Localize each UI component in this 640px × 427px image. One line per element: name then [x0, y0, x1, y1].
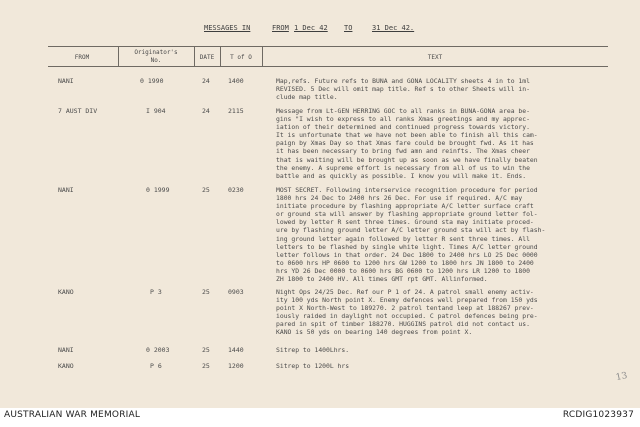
row-1-text: Map,refs. Future refs to BUNA and GONA LOCALITY sheets 4 in to 1ml REVISED. 5 Dec will omit map title. Ref s to other Sheets will in- clude map title.: [276, 77, 530, 102]
row-4-originator: P 3: [150, 288, 162, 296]
header-from-label: FROM: [272, 24, 289, 32]
row-3-time: 0230: [228, 186, 244, 194]
row-2-text: Message from Lt-GEN HERRING GOC to all ranks in BUNA-GONA area be- gins "I wish to express to all ranks Xmas greetings and my apprec- iation of their determined and continued progress towards victory. It is unfortunate that we have not been able to finish all this cam- paign by Xmas Day so that Xmas fare could be brought fwd. As it has it has been necessary to bring fwd amn and reinfts. The Xmas cheer that is waiting will be brought up as soon as we have finally beaten the enemy. A supreme effort is necessary from all of us to win the battle and as quickly as possible. I know you will make it. Ends.: [276, 107, 538, 180]
row-2-time: 2115: [228, 107, 244, 115]
row-1-originator: 0 1990: [140, 77, 164, 85]
header-to-label: TO: [344, 24, 353, 32]
header-to-date: 31 Dec 42.: [372, 24, 415, 32]
row-1-time: 1400: [228, 77, 244, 85]
column-header-originator: Originator's No.: [134, 49, 178, 64]
table-top-rule: [48, 46, 608, 47]
row-5-originator: 0 2003: [146, 346, 170, 354]
column-header-tor: T of O: [230, 54, 252, 61]
row-5-date: 25: [202, 346, 210, 354]
row-1-from: NANI: [58, 77, 74, 85]
footer-archive-name: AUSTRALIAN WAR MEMORIAL: [4, 410, 141, 420]
row-1-date: 24: [202, 77, 210, 85]
row-6-text: Sitrep to 1200L hrs: [276, 362, 350, 370]
row-3-text: MOST SECRET. Following interservice recognition procedure for period 1800 hrs 24 Dec to 2400 hrs 26 Dec. For use if required. A/C may initiate procedure by flashing appropriate A/C letter surface craft or ground sta will answer by flashing appropriate ground letter fol- lowed by letter R sent three times. Ground sta may initiate proced- ure by flashing ground letter A/C letter ground sta will act by flash- ing ground letter again followed by letter R sent three times. All letters to be flashed by single white light. Times A/C letter ground letter follows in that order. 24 Dec 1800 to 2400 hrs LO 25 Dec 0000 to 0600 hrs HP 0600 to 1200 hrs GW 1200 to 1800 hrs JN 1800 to 2400 hrs YD 26 Dec 0000 to 0600 hrs BG 0600 to 1200 hrs LR 1200 to 1800 ZH 1800 to 2400 HV. All times GMT rpt GMT. Allinformed.: [276, 186, 546, 284]
header-from-date: 1 Dec 42: [294, 24, 328, 32]
row-2-from: 7 AUST DIV: [58, 107, 98, 115]
row-5-text: Sitrep to 1400Lhrs.: [276, 346, 350, 354]
row-3-date: 25: [202, 186, 210, 194]
column-header-from: FROM: [74, 54, 90, 61]
row-6-date: 25: [202, 362, 210, 370]
row-4-date: 25: [202, 288, 210, 296]
row-4-time: 0903: [228, 288, 244, 296]
row-5-time: 1440: [228, 346, 244, 354]
row-6-time: 1200: [228, 362, 244, 370]
column-header-text: TEXT: [427, 54, 443, 61]
footer-record-id: RCDIG1023937: [562, 410, 634, 420]
table-header-rule: [48, 66, 608, 67]
row-4-from: KANO: [58, 288, 74, 296]
row-6-originator: P 6: [150, 362, 162, 370]
row-3-originator: 0 1999: [146, 186, 170, 194]
row-2-originator: I 904: [146, 107, 166, 115]
margin-page-note: 13: [615, 370, 629, 384]
header-title: MESSAGES IN: [204, 24, 251, 32]
row-3-from: NANI: [58, 186, 74, 194]
column-header-date: DATE: [199, 54, 215, 61]
row-5-from: NANI: [58, 346, 74, 354]
row-6-from: KANO: [58, 362, 74, 370]
row-4-text: Night Ops 24/25 Dec. Ref our P 1 of 24. A patrol small enemy activ- ity 100 yds North point X. Enemy defences well prepared from 150 yds point X North-West to 189270. 2 patrol tentand leep at 188267 prev- iously raided in daylight not occupied. C patrol defences being pre- pared in spit of timber 188270. HUGGINS patrol did not contact us. KANO is 50 yds on bearing 140 degrees from point X.: [276, 288, 538, 337]
row-2-date: 24: [202, 107, 210, 115]
